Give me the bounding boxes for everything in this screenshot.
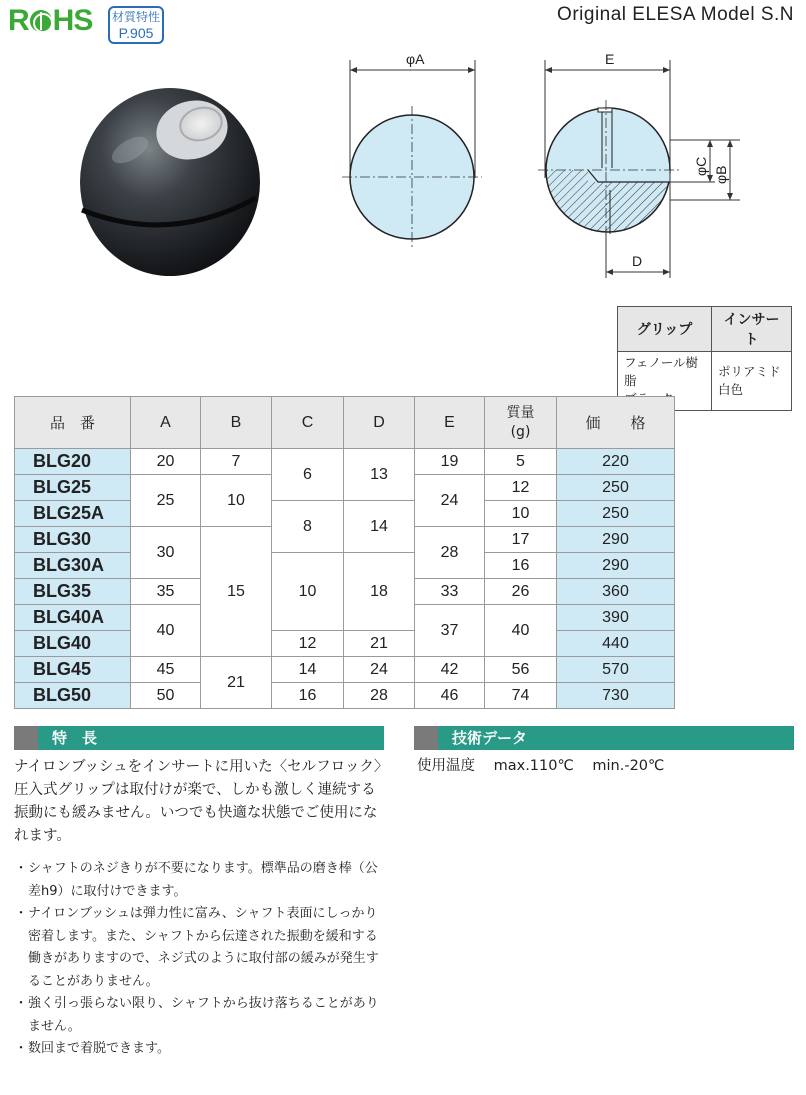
badge-page-ref: P.905 xyxy=(118,25,154,41)
col-header-D: D xyxy=(344,397,415,449)
cell-weight: 16 xyxy=(485,553,557,579)
cell-weight: 56 xyxy=(485,657,557,683)
part-number: BLG25 xyxy=(15,475,131,501)
cell-A: 20 xyxy=(131,449,201,475)
spec-header-row xyxy=(15,397,675,449)
section-marker-icon xyxy=(14,726,38,750)
cell-C: 12 xyxy=(272,631,344,657)
list-item xyxy=(14,993,386,1038)
col-header-B: B xyxy=(201,397,272,449)
cell-price: 290 xyxy=(557,527,675,553)
cell-price: 360 xyxy=(557,579,675,605)
cell-price: 570 xyxy=(557,657,675,683)
table-row xyxy=(15,683,675,709)
cell-D: 13 xyxy=(344,449,415,501)
features-title: 特 長 xyxy=(52,729,98,747)
temperature-label: 使用温度 xyxy=(417,758,475,774)
cell-E: 19 xyxy=(415,449,485,475)
cell-B: 21 xyxy=(201,657,272,709)
cell-D: 14 xyxy=(344,501,415,553)
badge-label: 材質特性 xyxy=(111,10,160,24)
part-number: BLG40 xyxy=(15,631,131,657)
tech-section-header xyxy=(414,726,794,750)
cell-weight: 74 xyxy=(485,683,557,709)
list-item xyxy=(14,858,386,903)
min-temperature: min.-20℃ xyxy=(592,758,665,774)
globe-icon xyxy=(30,10,52,32)
bullet: ・ xyxy=(14,996,28,1011)
cell-E: 24 xyxy=(415,475,485,527)
knob-photo xyxy=(70,70,270,280)
insert-material: ポリアミド xyxy=(718,364,781,379)
cell-A: 40 xyxy=(131,605,201,657)
col-header-A: A xyxy=(131,397,201,449)
col-header-price: 価 格 xyxy=(557,397,675,449)
dimension-E-label: E xyxy=(605,51,615,67)
cell-C: 14 xyxy=(272,657,344,683)
cell-price: 440 xyxy=(557,631,675,657)
table-row xyxy=(15,501,675,527)
insert-material-cell xyxy=(712,352,792,411)
dimension-D-label: D xyxy=(632,253,643,269)
cell-weight: 5 xyxy=(485,449,557,475)
table-row xyxy=(15,553,675,579)
model-title: Original ELESA Model S.N xyxy=(557,4,794,25)
grip-material: フェノール樹脂 xyxy=(624,355,699,388)
cell-D: 24 xyxy=(344,657,415,683)
tech-title: 技術データ xyxy=(452,729,528,747)
front-view xyxy=(342,60,482,248)
grip-header: グリップ xyxy=(618,307,712,352)
cell-C: 10 xyxy=(272,553,344,631)
col-header-C: C xyxy=(272,397,344,449)
feature-text: シャフトのネジきりが不要になります。標準品の磨き棒（公差h9）に取付けできます。 xyxy=(28,861,378,899)
cell-A: 30 xyxy=(131,527,201,579)
dimension-C-label: φC xyxy=(693,156,709,176)
cell-A: 45 xyxy=(131,657,201,683)
cell-A: 25 xyxy=(131,475,201,527)
cell-price: 390 xyxy=(557,605,675,631)
feature-text: 強く引っ張らない限り、シャフトから抜け落ちることがありません。 xyxy=(28,996,379,1034)
cell-A: 50 xyxy=(131,683,201,709)
bullet: ・ xyxy=(14,861,28,876)
table-row xyxy=(15,449,675,475)
part-number: BLG25A xyxy=(15,501,131,527)
features-section-header xyxy=(14,726,384,750)
part-number: BLG40A xyxy=(15,605,131,631)
table-row xyxy=(15,631,675,657)
cell-D: 18 xyxy=(344,553,415,631)
cell-price: 730 xyxy=(557,683,675,709)
cell-B: 7 xyxy=(201,449,272,475)
insert-header: インサート xyxy=(712,307,792,352)
cell-B: 10 xyxy=(201,475,272,527)
col-header-weight xyxy=(485,397,557,449)
cell-C: 16 xyxy=(272,683,344,709)
features-list xyxy=(14,858,386,1061)
cell-weight: 17 xyxy=(485,527,557,553)
max-temperature: max.110℃ xyxy=(493,758,574,774)
dimension-A-label: φA xyxy=(406,51,425,67)
weight-header-label: 質量 xyxy=(506,404,535,421)
table-row xyxy=(15,657,675,683)
spec-table xyxy=(14,396,675,709)
bullet: ・ xyxy=(14,906,28,921)
part-number: BLG50 xyxy=(15,683,131,709)
weight-header-unit: (g) xyxy=(510,423,531,440)
part-number: BLG30A xyxy=(15,553,131,579)
cell-C: 8 xyxy=(272,501,344,553)
cell-E: 28 xyxy=(415,527,485,579)
insert-color: 白色 xyxy=(718,382,744,397)
cell-weight: 12 xyxy=(485,475,557,501)
part-number: BLG20 xyxy=(15,449,131,475)
tech-data xyxy=(417,756,678,776)
technical-drawing xyxy=(330,48,800,288)
features-intro: ナイロンブッシュをインサートに用いた〈セルフロック〉圧入式グリップは取付けが楽で、しかも激しく連続する振動にも緩みません。いつでも快適な状態でご使用になれます。 xyxy=(14,759,382,844)
feature-text: 数回まで着脱できます。 xyxy=(28,1041,170,1056)
feature-text: ナイロンブッシュは弾力性に富み、シャフト表面にしっかり密着します。また、シャフトから伝達された振動を緩和する働きがありますので、ネジ式のように取付部の緩みが発生することがありません。 xyxy=(28,906,379,989)
cell-price: 250 xyxy=(557,475,675,501)
cell-price: 220 xyxy=(557,449,675,475)
list-item xyxy=(14,903,386,993)
cell-B: 15 xyxy=(201,527,272,657)
bullet: ・ xyxy=(14,1041,28,1056)
part-number: BLG35 xyxy=(15,579,131,605)
cell-E: 42 xyxy=(415,657,485,683)
part-number: BLG30 xyxy=(15,527,131,553)
cell-weight: 40 xyxy=(485,605,557,657)
cell-D: 28 xyxy=(344,683,415,709)
cell-C: 6 xyxy=(272,449,344,501)
cell-price: 250 xyxy=(557,501,675,527)
side-view xyxy=(538,60,740,278)
cell-weight: 26 xyxy=(485,579,557,605)
cell-E: 46 xyxy=(415,683,485,709)
cell-D: 21 xyxy=(344,631,415,657)
list-item xyxy=(14,1038,386,1061)
cell-price: 290 xyxy=(557,553,675,579)
col-header-part-number: 品 番 xyxy=(15,397,131,449)
dimension-B-label: φB xyxy=(713,165,729,184)
rohs-logo: R HS xyxy=(8,4,93,37)
cell-E: 33 xyxy=(415,579,485,605)
material-properties-badge[interactable] xyxy=(108,6,164,44)
cell-weight: 10 xyxy=(485,501,557,527)
col-header-E: E xyxy=(415,397,485,449)
section-marker-icon xyxy=(414,726,438,750)
part-number: BLG45 xyxy=(15,657,131,683)
cell-A: 35 xyxy=(131,579,201,605)
cell-E: 37 xyxy=(415,605,485,657)
